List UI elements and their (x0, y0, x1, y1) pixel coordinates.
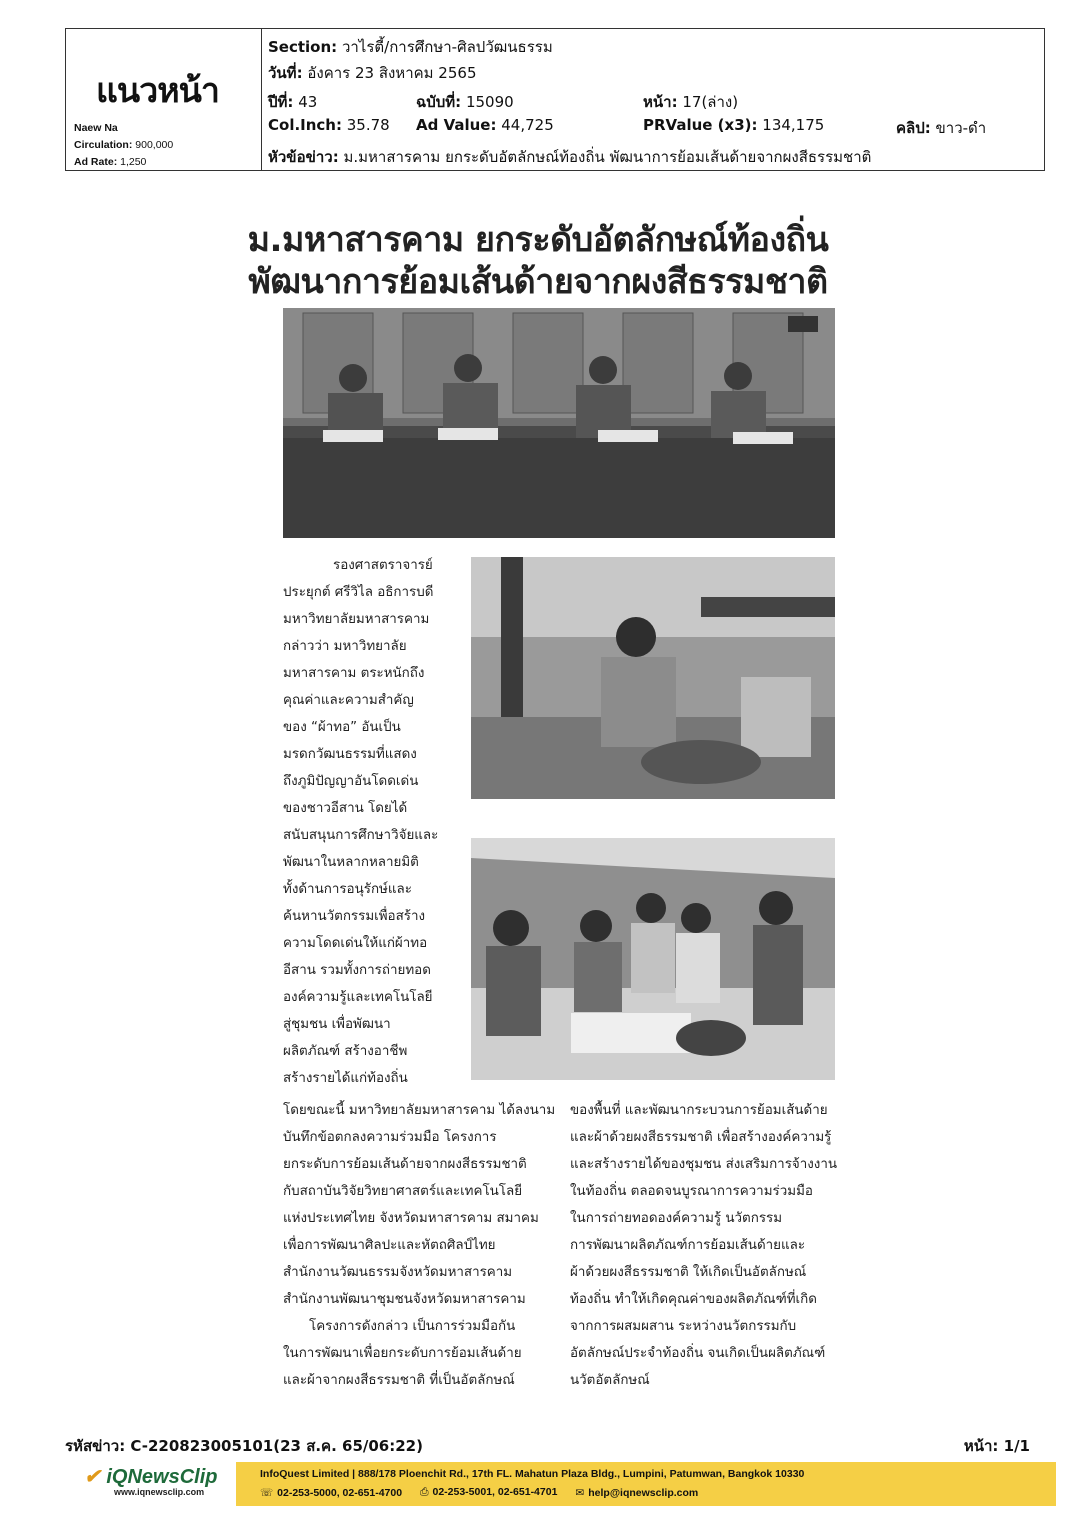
company-address: InfoQuest Limited | 888/178 Ploenchit Rd., 17th FL. Mahatun Plaza Bldg., Lumpini, Patumwan, Bangkok 10330 (260, 1468, 805, 1480)
meeting-photo (283, 308, 835, 538)
iqnewsclip-logo: ✔ iQNewsClip (84, 1466, 218, 1488)
text-line: ของชาวอีสาน โดยได้ (283, 801, 408, 816)
mail-icon: ✉ (575, 1486, 585, 1499)
text-line: ยกระดับการย้อมเส้นด้ายจากผงสีธรรมชาติ (283, 1157, 527, 1172)
text-line: มหาวิทยาลัยมหาสารคาม (283, 612, 430, 627)
text-line: มรดกวัฒนธรรมที่แสดง (283, 747, 417, 762)
publication-panel (66, 29, 262, 170)
left-text-column (283, 1097, 556, 1394)
colinch-field: Col.Inch: 35.78 (268, 116, 390, 134)
text-line: กับสถาบันวิจัยวิทยาศาสตร์และเทคโนโลยี (283, 1184, 523, 1199)
circulation: Circulation: 900,000 (74, 139, 174, 151)
fax-contact: ⎙ 02-253-5001, 02-651-4701 (420, 1486, 558, 1498)
phone-contact: ☏ 02-253-5000, 02-651-4700 (260, 1486, 403, 1499)
date-row: วันที่: อังคาร 23 สิงหาคม 2565 (268, 64, 477, 82)
text-line: สร้างรายได้แก่ท้องถิ่น (283, 1071, 408, 1086)
text-line: สนับสนุนการศึกษาวิจัยและ (283, 828, 439, 843)
article-title-line2: พัฒนาการย้อมเส้นด้ายจากผงสีธรรมชาติ (248, 262, 828, 302)
text-line: ในการพัฒนาเพื่อยกระดับการย้อมเส้นด้าย (283, 1346, 522, 1361)
text-line: อัตลักษณ์ประจำท้องถิ่น จนเกิดเป็นผลิตภัณฑ์ (570, 1346, 826, 1361)
contact-row (260, 1486, 698, 1499)
text-line: เพื่อการพัฒนาศิลปะและหัตถศิลป์ไทย (283, 1238, 496, 1253)
text-line: ในท้องถิ่น ตลอดจนบูรณาการความร่วมมือ (570, 1184, 813, 1199)
text-line: คุณค่าและความสำคัญ (283, 693, 414, 708)
text-line: ถึงภูมิปัญญาอันโดดเด่น (283, 774, 419, 789)
text-line: พัฒนาในหลากหลายมิติ (283, 855, 419, 870)
text-line: ความโดดเด่นให้แก่ผ้าทอ (283, 936, 428, 951)
fax-icon: ⎙ (420, 1486, 429, 1498)
text-line: รองศาสตราจารย์ (333, 558, 433, 573)
text-line: ท้องถิ่น ทำให้เกิดคุณค่าของผลิตภัณฑ์ที่เกิด (570, 1292, 817, 1307)
text-line: ในการถ่ายทอดองค์ความรู้ นวัตกรรม (570, 1211, 783, 1226)
email-contact[interactable]: ✉ help@iqnewsclip.com (575, 1486, 699, 1499)
text-line: ประยุกต์ ศรีวิไล อธิการบดี (283, 585, 434, 600)
news-code: รหัสข่าว: C-220823005101(23 ส.ค. 65/06:22) (65, 1437, 423, 1455)
workshop-photo (471, 838, 835, 1080)
text-line: ของ “ผ้าทอ” อันเป็น (283, 720, 401, 735)
newspaper-logo: แนวหน้า (96, 71, 219, 111)
page-counter: หน้า: 1/1 (963, 1437, 1030, 1455)
text-line: และผ้าจากผงสีธรรมชาติ ที่เป็นอัตลักษณ์ (283, 1373, 515, 1388)
section-row: Section: วาไรตี้/การศึกษา-ศิลปวัฒนธรรม (268, 38, 553, 56)
text-line: ของพื้นที่ และพัฒนากระบวนการย้อมเส้นด้าย (570, 1103, 828, 1118)
text-line: สำนักงานวัฒนธรรมจังหวัดมหาสารคาม (283, 1265, 513, 1280)
prvalue-field: PRValue (x3): 134,175 (643, 116, 825, 134)
year-field: ปีที่: 43 (268, 93, 318, 111)
text-line: กล่าวว่า มหาวิทยาลัย (283, 639, 407, 654)
text-line: มหาสารคาม ตระหนักถึง (283, 666, 425, 681)
clip-field: คลิป: ขาว-ดำ (896, 119, 987, 137)
text-line: โครงการดังกล่าว เป็นการร่วมมือกัน (309, 1319, 516, 1334)
text-line: และสร้างรายได้ของชุมชน ส่งเสริมการจ้างงาน (570, 1157, 838, 1172)
text-line: อีสาน รวมทั้งการถ่ายทอด (283, 963, 431, 978)
text-line: ผลิตภัณฑ์ สร้างอาชีพ (283, 1044, 408, 1059)
page-field: หน้า: 17(ล่าง) (643, 93, 739, 111)
right-text-column (570, 1097, 836, 1394)
publication-name: Naew Na (74, 122, 118, 134)
text-line: และผ้าด้วยผงสีธรรมชาติ เพื่อสร้างองค์ความรู้ (570, 1130, 832, 1145)
text-line: แห่งประเทศไทย จังหวัดมหาสารคาม สมาคม (283, 1211, 539, 1226)
issue-field: ฉบับที่: 15090 (416, 93, 514, 111)
text-line: นวัตอัตลักษณ์ (570, 1373, 650, 1388)
text-line: ค้นหานวัตกรรมเพื่อสร้าง (283, 909, 426, 924)
footer-bar (236, 1462, 1056, 1506)
text-line: ทั้งด้านการอนุรักษ์และ (283, 882, 412, 897)
headline-row: หัวข้อข่าว: ม.มหาสารคาม ยกระดับอัตลักษณ์ท้องถิ่น พัฒนาการย้อมเส้นด้ายจากผงสีธรรมชาติ (268, 148, 872, 166)
ad-rate: Ad Rate: 1,250 (74, 156, 147, 168)
text-line: การพัฒนาผลิตภัณฑ์การย้อมเส้นด้ายและ (570, 1238, 806, 1253)
text-line: โดยขณะนี้ มหาวิทยาลัยมหาสารคาม ได้ลงนาม (283, 1103, 556, 1118)
clipping-header (65, 28, 1045, 171)
text-line: ผ้าด้วยผงสีธรรมชาติ ให้เกิดเป็นอัตลักษณ์ (570, 1265, 807, 1280)
text-line: องค์ความรู้และเทคโนโลยี (283, 990, 433, 1005)
brand-url: www.iqnewsclip.com (114, 1487, 205, 1497)
phone-icon: ☏ (260, 1486, 274, 1499)
iqnewsclip-brand (84, 1464, 217, 1497)
dyeing-photo (471, 557, 835, 799)
advalue-field: Ad Value: 44,725 (416, 116, 554, 134)
text-line: สำนักงานพัฒนาชุมชนจังหวัดมหาสารคาม (283, 1292, 526, 1307)
text-line: บันทึกข้อตกลงความร่วมมือ โครงการ (283, 1130, 497, 1145)
text-line: จากการผสมผสาน ระหว่างนวัตกรรมกับ (570, 1319, 797, 1334)
narrow-text-column (283, 552, 443, 1092)
text-line: สู่ชุมชน เพื่อพัฒนา (283, 1017, 391, 1032)
article-title-line1: ม.มหาสารคาม ยกระดับอัตลักษณ์ท้องถิ่น (247, 220, 829, 260)
